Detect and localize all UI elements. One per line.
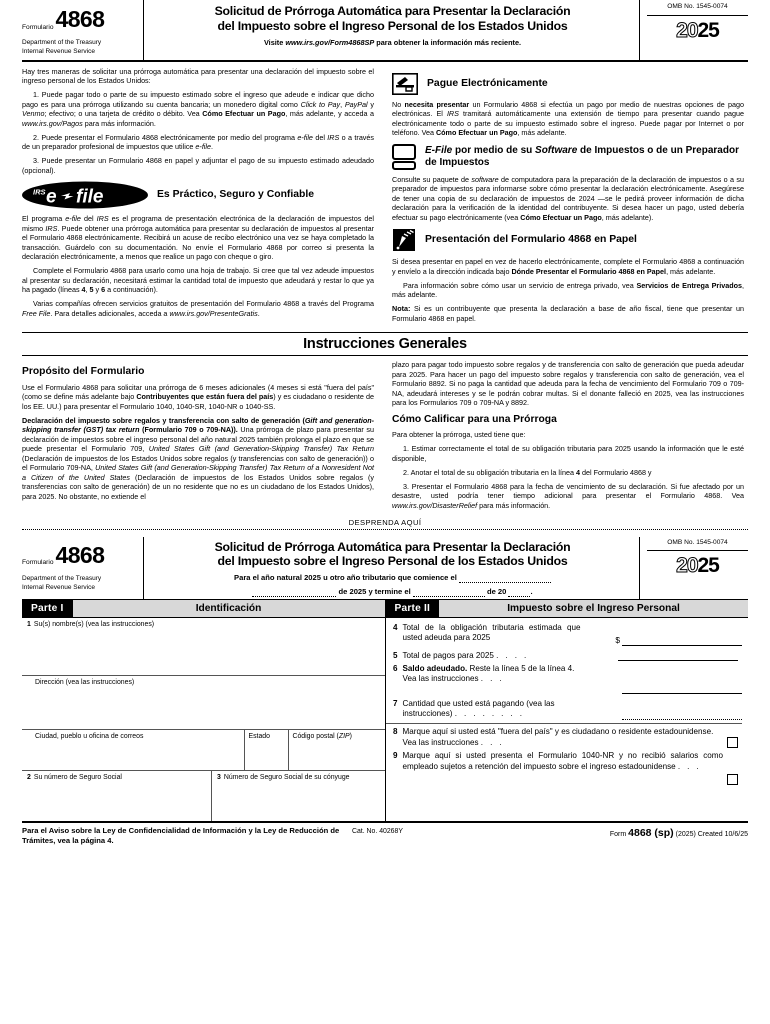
efile-software-paragraph bbox=[392, 175, 744, 223]
ppp2-b: , más adelante. bbox=[392, 280, 745, 300]
free-file: Free File bbox=[22, 308, 51, 318]
q2-line: 4 bbox=[576, 467, 581, 477]
ff-c: (2025) Created 10/6/25 bbox=[673, 831, 748, 839]
general-columns bbox=[22, 360, 748, 515]
ep1-irs2: IRS bbox=[45, 223, 58, 233]
tax-year-begin-input[interactable] bbox=[459, 575, 551, 583]
voucher-form-number: 4868 bbox=[55, 541, 105, 568]
purpose-heading: Propósito del Formulario bbox=[22, 366, 145, 378]
efile-word: E-File bbox=[425, 145, 453, 157]
part-1-name: Identificación bbox=[195, 602, 262, 614]
eh-d: de Impuestos o de un Preparador de Impuestos bbox=[425, 145, 739, 168]
subtitle-suffix: para obtener la información más reciente. bbox=[374, 37, 522, 47]
intro-left-column bbox=[22, 67, 374, 328]
state-label: Estado bbox=[248, 733, 270, 741]
line-9-dots: . . . bbox=[677, 761, 702, 771]
esp-bold: Cómo Efectuar un Pago bbox=[520, 212, 602, 222]
year-suffix: 25 bbox=[697, 18, 719, 42]
yl-d: . bbox=[530, 587, 533, 597]
voucher-form bbox=[22, 537, 748, 846]
item1-f: para más información. bbox=[82, 118, 156, 128]
line-6-bold: Saldo adeudado. bbox=[402, 663, 468, 673]
spouse-ssn-label bbox=[212, 771, 385, 782]
part-2-tag: Parte II bbox=[386, 600, 440, 617]
ep1-a: El programa bbox=[22, 214, 66, 224]
line-6-amount-wrap bbox=[386, 685, 743, 694]
tax-year-end-input[interactable] bbox=[413, 589, 485, 597]
part-2 bbox=[386, 600, 749, 821]
efile-paragraph-1 bbox=[22, 214, 374, 262]
city-label: Ciudad, pueblo u oficina de correos bbox=[35, 733, 144, 741]
gst-c: (Declaración de impuestos de los Estados Unidos sobre regalos (y transferencias con salto de generación) de un no residente que no es un ciudadano de los Estados Unidos), para 2025. No obstante, no extiende el bbox=[22, 472, 374, 501]
gst-paragraph bbox=[22, 416, 374, 502]
voucher-title-line-2: del Impuesto sobre el Ingreso Personal de los Estados Unidos bbox=[217, 554, 568, 569]
subtitle-prefix: Visite bbox=[263, 37, 286, 47]
dollar-sign: $ bbox=[615, 634, 620, 645]
line-8-number: 8 bbox=[392, 726, 398, 736]
intro-item-1 bbox=[22, 90, 374, 128]
ep3-a: Varias compañías ofrecen servicios gratuitos de presentación del Formulario 4868 a través del Programa bbox=[33, 299, 374, 309]
pp-bold: necesita presentar bbox=[404, 99, 470, 109]
pu-b: ) y es ciudadano o residente de los EE. UU.) para presentar el Formulario 1040, 1040-SR, 1040-NR o 1040-SS. bbox=[22, 392, 374, 411]
form-url: www.irs.gov/Form4868SP bbox=[285, 37, 375, 47]
voucher-omb-number: OMB No. 1545-0074 bbox=[647, 539, 748, 552]
form-number: 4868 bbox=[55, 6, 105, 32]
irs-efile-logo-icon bbox=[22, 181, 148, 209]
ppp2-bold: Servicios de Entrega Privados bbox=[636, 280, 743, 290]
detach-label: DESPRENDA AQUÍ bbox=[348, 517, 422, 527]
voucher-footer bbox=[22, 822, 748, 846]
general-right-column bbox=[392, 360, 744, 515]
form-title-line-1: Solicitud de Prórroga Automática para Presentar la Declaración bbox=[214, 4, 571, 18]
line-4-number: 4 bbox=[392, 622, 398, 632]
pu-a: Use el Formulario 4868 para solicitar una prórroga de 6 meses adicionales (4 meses si está "fuera del país" (como se define más adelante bajo bbox=[22, 382, 374, 402]
paper-paragraph-1 bbox=[392, 257, 744, 276]
line-5-number: 5 bbox=[392, 650, 398, 660]
line-2-label: Su número de Seguro Social bbox=[33, 774, 122, 782]
svg-text:IRS: IRS bbox=[33, 187, 46, 197]
catalog-number: Cat. No. 40268Y bbox=[352, 828, 403, 836]
ep2-a: Complete el Formulario 4868 para usarlo como una hoja de trabajo. Si cree que tal vez adeude impuestos al presentar su declaración, necesitará estimar la cantidad total de impuesto que adeudará y restar lo que ya ha pagado (líneas bbox=[22, 266, 374, 295]
qualify-item-2 bbox=[392, 468, 744, 478]
esp-b: de computadora para la preparación de la declaración de impuestos o a su preparador de impuestos para informarse sobre cómo presentar la declaración electrónicamente. Asegúrese de tener una copia de su declaración de impuestos de 2024 —se le pedirá proveer información de dicha declaración para la verificación de la identidad del contribuyente. Si desea hacer un pago, usted debería efectuar su pago electrónicamente (vea bbox=[392, 174, 744, 222]
year-prefix: 20 bbox=[676, 18, 698, 42]
gst-i2: United States Gift (and Generation-Skipping Transfer) Tax Return of a Nonresident Not a Citizen of the United States bbox=[22, 463, 374, 482]
ep2-line5: 5 bbox=[89, 285, 94, 295]
line-7-number: 7 bbox=[392, 698, 398, 708]
state-cell[interactable] bbox=[245, 730, 289, 771]
intro-item-3: 3. Puede presentar un Formulario 4868 en papel y adjuntar el pago de su impuesto estimado adeudado (opcional). bbox=[22, 156, 374, 175]
gst-bold-a: Declaración del impuesto sobre regalos y transferencia con salto de generación ( bbox=[22, 415, 305, 425]
line-4-text: Total de la obligación tributaria estimada que usted adeuda para 2025 bbox=[402, 622, 581, 643]
q3-a: 3. Presentar el Formulario 4868 para la fecha de vencimiento de su declaración. Si fue afectado por un desastre, usted podría tener tiempo adicional para presentar el Formulario 4868. Vea bbox=[392, 481, 744, 501]
ep1-c: es el programa de presentación electrónica de la declaración de impuestos del mismo bbox=[22, 214, 374, 233]
name-field-label bbox=[22, 618, 385, 629]
item1-d: ; efectivo; o una tarjeta de crédito o débito. Vea bbox=[44, 109, 203, 119]
form-header bbox=[22, 0, 748, 62]
department-block bbox=[22, 39, 139, 57]
intro-right-column bbox=[392, 67, 744, 328]
general-left-column bbox=[22, 360, 374, 515]
line-8-dots: . . . bbox=[480, 737, 505, 747]
line-3-label: Número de Seguro Social de su cónyuge bbox=[223, 774, 350, 782]
pp-d: , más adelante. bbox=[517, 128, 567, 138]
line-1-number: 1 bbox=[27, 621, 31, 629]
pp-b: un Formulario 4868 si efectúa un pago por medio de nuestras opciones de pago electrónicas. El bbox=[392, 99, 744, 119]
ep3-b: . Para detalles adicionales, acceda a bbox=[50, 308, 170, 318]
item1-e: , más adelante, y acceda a bbox=[285, 109, 375, 119]
purpose-paragraph bbox=[22, 383, 374, 412]
header-omb-block bbox=[640, 0, 748, 60]
floppy-disk-icon bbox=[392, 144, 416, 170]
voucher-dept-line-1: Department of the Treasury bbox=[22, 574, 102, 582]
qualify-item-3 bbox=[392, 482, 744, 511]
ssn-row bbox=[22, 771, 385, 821]
part-1-bar bbox=[22, 600, 385, 618]
yl-c: de 20 bbox=[486, 587, 507, 597]
item2-c: o a través de un preparador profesional de impuestos que utilice bbox=[22, 132, 374, 152]
esp-c: , más adelante). bbox=[601, 212, 654, 222]
svg-text:file: file bbox=[76, 186, 104, 208]
city-state-zip-cells bbox=[22, 730, 385, 771]
voucher-year-prefix: 20 bbox=[676, 554, 698, 578]
ppp1-b: , más adelante. bbox=[666, 266, 716, 276]
intro-columns bbox=[22, 67, 748, 328]
pay-paragraph bbox=[392, 100, 744, 138]
intro-paragraph: Hay tres maneras de solicitar una prórroga automática para presentar una declaración del impuesto sobre el ingreso personal de los Estados Unidos: bbox=[22, 66, 374, 86]
ppp2-a: Para información sobre cómo usar un servicio de entrega privado, vea bbox=[403, 280, 637, 290]
pagos-url: www.irs.gov/Pagos bbox=[22, 118, 83, 128]
item1-b: , bbox=[340, 99, 345, 109]
ep1-b: del bbox=[80, 214, 97, 224]
presentegratis-url: www.irs.gov/PresenteGratis bbox=[169, 308, 258, 318]
pp-irs: IRS bbox=[446, 109, 459, 119]
line-6-row bbox=[386, 662, 749, 686]
ep1-d: . Puede obtener una prórroga automática para presentar su declaración de impuestos al presentar el Formulario 4868 electrónicamente. Recibirá un acuse de recibo electrónico una vez se haya completado la transacción. Guárdelo con su documentación. No envíe el Formulario 4868 por correo si presenta la declaración electrónicamente, a menos que realice un pago con cheque o giro. bbox=[22, 223, 374, 262]
ff-number: 4868 (sp) bbox=[628, 827, 674, 840]
item2-b: del bbox=[312, 132, 328, 142]
pay-electronically-text: Pague Electrónicamente bbox=[427, 77, 548, 89]
svg-text:e: e bbox=[46, 186, 57, 208]
part-1-tag: Parte I bbox=[22, 600, 73, 617]
voucher-title-line-1: Solicitud de Prórroga Automática para Presentar la Declaración bbox=[214, 539, 571, 554]
q2-c: del Formulario 4868 y bbox=[580, 467, 652, 477]
ep2-c: y bbox=[93, 285, 102, 295]
form-title-line-2: del Impuesto sobre el Ingreso Personal de los Estados Unidos bbox=[217, 18, 568, 33]
dept-line-1: Department of the Treasury bbox=[22, 39, 102, 47]
line-8-text: Marque aquí si usted está "fuera del país" y es ciudadano o residente estadounidense. Vea las instrucciones bbox=[402, 726, 714, 747]
line-5-amount-input[interactable] bbox=[618, 651, 738, 661]
pay-electronically-heading bbox=[392, 73, 744, 95]
line-3-number: 3 bbox=[217, 774, 221, 782]
line-7-text: Cantidad que usted está pagando (vea las instrucciones) bbox=[402, 698, 555, 719]
voucher-header bbox=[22, 537, 748, 601]
ssn-cells bbox=[22, 771, 385, 821]
ep2-line6: 6 bbox=[101, 285, 106, 295]
line-6-dots: . . . bbox=[480, 674, 505, 684]
esp-software: software bbox=[471, 174, 499, 184]
item1-c: y bbox=[367, 99, 374, 109]
esp-a: Consulte su paquete de bbox=[392, 174, 472, 184]
pp-c: tramitará automáticamente una extensión de tiempo para presentar cuando pague electrónicamente todo o parte de su impuesto estimado sobre el ingreso. Puede pagar por Internet o por teléfono. Vea bbox=[392, 109, 745, 138]
header-form-identity bbox=[22, 0, 144, 60]
line-8-checkbox[interactable] bbox=[727, 737, 738, 748]
efile-1: e-file bbox=[297, 132, 313, 142]
line-5-dots: . . . . bbox=[496, 650, 529, 660]
voucher-year-suffix: 25 bbox=[697, 554, 719, 578]
ppp1-bold: Dónde Presentar el Formulario 4868 en Papel bbox=[511, 266, 667, 276]
voucher-department-block bbox=[22, 575, 139, 593]
eh-b: por medio de su bbox=[452, 145, 536, 157]
efile-heading-text: Es Práctico, Seguro y Confiable bbox=[157, 189, 315, 201]
ep2-b: , bbox=[85, 285, 90, 295]
line-1-label: Su(s) nombre(s) (vea las instrucciones) bbox=[33, 621, 155, 629]
item2-a: 2. Puede presentar el Formulario 4868 electrónicamente por medio del programa bbox=[33, 132, 298, 142]
privacy-notice: Para el Aviso sobre la Ley de Confidencialidad de Información y la Ley de Reducción de Trámites, vea la página 4. bbox=[22, 826, 340, 845]
city-cell[interactable] bbox=[22, 730, 245, 771]
irs-1: IRS bbox=[327, 132, 340, 142]
ep2-d: a continuación). bbox=[105, 285, 158, 295]
gst-a: Una prórroga de plazo para presentar su declaración de impuestos sobre el ingreso personal del año natural 2025 también prolonga el plazo en que se puede presentar el Formulario 709, bbox=[22, 425, 374, 454]
paypal: PayPal bbox=[344, 99, 368, 109]
paper-note bbox=[392, 304, 744, 323]
ssn-label bbox=[22, 771, 211, 782]
paper-paragraph-2 bbox=[392, 281, 744, 300]
form-footer-id bbox=[462, 826, 748, 841]
yl-a: Para el año natural 2025 u otro año tributario que comience el bbox=[234, 573, 457, 583]
name-field-row[interactable] bbox=[22, 618, 385, 676]
paper-filing-heading bbox=[392, 228, 744, 252]
ppp1-a: Si desea presentar en papel en vez de hacerlo electrónicamente, complete el Formulario 4868 a continuación y envíelo a la dirección indicada bajo bbox=[392, 257, 744, 276]
address-field-label: Dirección (vea las instrucciones) bbox=[35, 679, 135, 687]
paper-filing-text: Presentación del Formulario 4868 en Papel bbox=[425, 234, 637, 246]
dept-line-2: Internal Revenue Service bbox=[22, 48, 95, 56]
voucher-identity bbox=[22, 537, 144, 600]
gst-continued: plazo para pagar todo impuesto sobre regalos y de transferencia con salto de generación que pueda adeudar para 2025. Para hacer un pago del impuesto sobre regalos y transferencia con salto de generación, vea el Formulario 8892. Si no paga la cantidad que adeuda para la fecha de vencimiento del Formulario 709 o 709-NA, adeudará intereses y se le podrán cobrar multas. Si el donante falleció en 2025, vea las instrucciones para los Formularios 709 o 709-NA y 8892. bbox=[392, 360, 744, 408]
pp-a: No bbox=[392, 99, 405, 109]
voucher-year-line-1 bbox=[152, 573, 633, 583]
software-word: Software bbox=[535, 145, 578, 157]
line-9-row bbox=[386, 749, 749, 789]
qualify-item-1: 1. Estimar correctamente el total de su obligación tributaria para 2025 usando la información que le esté disponible, bbox=[392, 444, 744, 463]
zip-word: ZIP bbox=[338, 733, 350, 741]
line-6-text: Reste la línea 5 de la línea 4. Vea las instrucciones bbox=[402, 663, 575, 684]
nota-text: Si es un contribuyente que presenta la declaración a base de año fiscal, tiene que presentar un Formulario 4868 en papel. bbox=[392, 304, 744, 323]
efile-paragraph-2 bbox=[22, 266, 374, 295]
omb-number: OMB No. 1545-0074 bbox=[647, 3, 748, 16]
voucher-year-line-2 bbox=[152, 587, 633, 597]
gst-i1: United States Gift (and Generation-Skipping Transfer) Tax Return bbox=[148, 444, 374, 454]
q3-b: para más información. bbox=[477, 500, 551, 510]
pu-bold: Contribuyentes que están fuera del país bbox=[136, 392, 274, 402]
venmo: Venmo bbox=[22, 109, 45, 119]
q2-a: 2. Anotar el total de su obligación tributaria en la línea bbox=[403, 467, 577, 477]
tax-year-end-yy-input[interactable] bbox=[508, 587, 533, 597]
line-4-amount-input[interactable] bbox=[622, 636, 742, 646]
gst-italic: Gift and generation-skipping transfer (GST) tax return bbox=[22, 415, 375, 435]
voucher-omb-block bbox=[640, 537, 748, 600]
item1-a: 1. Puede pagar todo o parte de su impuesto estimado sobre el ingreso que adeude e indicar que dicho pago es para una prórroga utilizando su cuenta bancaria; un monedero digital como bbox=[22, 90, 374, 109]
line-2-number: 2 bbox=[27, 774, 31, 782]
line-8-row bbox=[386, 724, 749, 749]
part-1 bbox=[22, 600, 386, 821]
zip-b: ) bbox=[349, 733, 352, 741]
part-2-bar bbox=[386, 600, 749, 618]
line-7-amount-input[interactable] bbox=[622, 711, 742, 720]
part-2-name: Impuesto sobre el Ingreso Personal bbox=[507, 602, 680, 614]
tax-year bbox=[647, 16, 748, 45]
line-7-dots: . . . . . . . . bbox=[454, 709, 525, 719]
line-5-text: Total de pagos para 2025 bbox=[402, 650, 494, 660]
gst-b: (Declaración de impuestos de los Estados Unidos sobre regalos (y transferencias con salto de generación)) o el Formulario 709-NA, bbox=[22, 453, 374, 473]
efile-paragraph-3 bbox=[22, 299, 374, 318]
line-6-amount-input[interactable] bbox=[622, 685, 742, 694]
item2-d: . bbox=[211, 142, 214, 152]
item1-bold: Cómo Efectuar un Pago bbox=[202, 109, 286, 119]
efile-2: e-file bbox=[195, 142, 212, 152]
general-instructions-section bbox=[22, 332, 748, 356]
voucher-dept-line-2: Internal Revenue Service bbox=[22, 583, 95, 591]
ep1-irs: IRS bbox=[96, 214, 109, 224]
zip-a: Código postal ( bbox=[292, 733, 339, 741]
line-9-text: Marque aquí si usted presenta el Formulario 1040-NR y no recibió salarios como empleado sujetos a retención del impuesto sobre el ingreso estadounidense bbox=[402, 751, 723, 771]
line-5-row bbox=[386, 649, 749, 662]
general-instructions-title: Instrucciones Generales bbox=[22, 333, 748, 356]
pen-writing-icon bbox=[392, 228, 416, 252]
zip-label bbox=[289, 730, 385, 741]
zip-cell[interactable] bbox=[289, 730, 385, 771]
hand-writing-check-icon bbox=[392, 73, 418, 95]
nota-label: Nota: bbox=[392, 304, 411, 314]
line-6-number: 6 bbox=[392, 663, 398, 673]
part-2-lines bbox=[386, 618, 749, 789]
qualify-intro: Para obtener la prórroga, usted tiene que: bbox=[392, 430, 526, 440]
ff-a: Form bbox=[609, 831, 629, 839]
city-state-zip-row bbox=[22, 730, 385, 771]
form-subtitle bbox=[152, 38, 633, 48]
address-field-row[interactable] bbox=[22, 676, 385, 730]
disaster-relief-url: www.irs.gov/DisasterRelief bbox=[392, 500, 478, 510]
header-title-block bbox=[144, 0, 640, 60]
gst-bold-b: (Formulario 709 o 709-NA)). bbox=[139, 425, 238, 435]
ep1-efile: e-file bbox=[65, 214, 81, 224]
ep2-line4: 4 bbox=[81, 285, 86, 295]
voucher-title-block bbox=[144, 537, 640, 600]
line-9-checkbox[interactable] bbox=[727, 774, 738, 785]
pp-bold2: Cómo Efectuar un Pago bbox=[435, 128, 518, 138]
qualify-heading: Cómo Calificar para una Prórroga bbox=[392, 413, 557, 425]
click-to-pay: Click to Pay bbox=[300, 99, 341, 109]
ssn-cell[interactable] bbox=[22, 771, 212, 821]
voucher-parts bbox=[22, 600, 748, 822]
efile-logo-heading bbox=[22, 181, 374, 209]
efile-software-heading bbox=[392, 144, 744, 170]
formulario-label: Formulario bbox=[22, 23, 54, 31]
detach-dotted-line bbox=[22, 529, 748, 530]
intro-item-2 bbox=[22, 133, 374, 152]
tax-year-end-month-input[interactable] bbox=[252, 589, 336, 597]
ep3-c: . bbox=[257, 308, 260, 318]
voucher-formulario-label: Formulario bbox=[22, 559, 54, 567]
line-9-number: 9 bbox=[392, 751, 398, 761]
voucher-tax-year bbox=[647, 551, 748, 580]
yl-b: de 2025 y termine el bbox=[338, 587, 411, 597]
efile-software-text bbox=[425, 145, 744, 168]
spouse-ssn-cell[interactable] bbox=[212, 771, 385, 821]
